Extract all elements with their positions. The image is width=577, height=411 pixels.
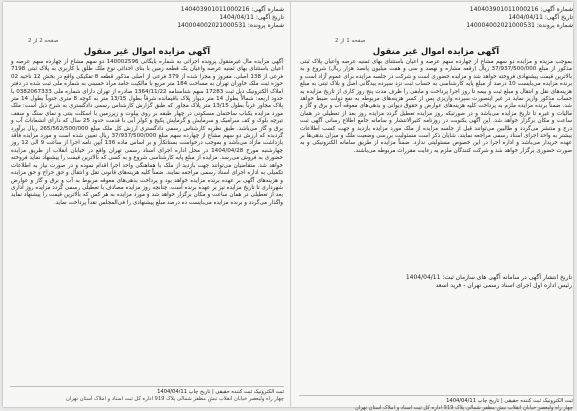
- notice-date: تاریخ آگهی: 1404/04/11: [508, 14, 573, 21]
- notice-title: آگهی مزایده اموال غیر منقول: [83, 47, 211, 57]
- notice-body: بموجب مزیده و مزایده دو سهم مشاع از چهارده سهم عرصه و اعیان باستثنای بهای ثمنیه عرصه واعیان پلاک ثبتی مذکور از مبلغ 37/937/500/000 ریال (رقعه مشاره و نهصد و سی و هفت میلیون پانصد هزار ریال) شروع و به بالاترین قیمت پیشنهادی فروخته خواهد شد و مزایده حضوری است و شرکت در جلسه مزایده برای عموم آزاد است و برنده مزایده می‌بایست 10 درصد از مبلغ پایه کارشناسی به حساب ثبت نزد سپرده بیدگانی اصل و بلاک ثبتی به مبلغ هزینه‌های نقل و انتقال و مبلغ ثبت و بیمه تا روز اجرا پرداخت و مابقی را ظرف مدت پنج روز کاری از تاریخ مزایده به حساب مذکور واریز نماید در غیر اینصورت سپرده واریزی پس از کسر هزینه‌های مربوطه به نفع دولت ضبط خواهد شد. ضمناً برنده مزایده ملزم به پرداخت کلیه هزینه‌های عوارض و حقوق دیوانی و بدهی‌های معوقه آب و برق و گاز و مالیات و غیره تا تاریخ مزایده می‌باشد و در صورتیکه روز مزایده تعطیل گردد مزایده روز بعد از تعطیلی در همان ساعت و مکان برگزار خواهد شد. این آگهی یکنوبت در روزنامه کثیرالانتشار و سامانه جامع اطلاع رسانی آگهی ثبت درج و منتشر می‌گردد و طالبین می‌توانند قبل از جلسه مزایده از ملک مورد مزایده بازدید و جهت کسب اطلاعات بیشتر به واحد اجرای اسناد رسمی مراجعه نمایند. شایان ذکر است مسئولیت بررسی وضعیت ملک و میزان بدهی‌ها بر عهده خریدار می‌باشد و اداره اجرا در این خصوص مسئولیتی ندارد. ضمناً مزایده از طریق سامانه الکترونیکی و به صورت حضوری برگزار خواهد شد و شرکت کنندگان ملزم به رعایت مقررات مربوطه می‌باشند.: [300, 59, 573, 154]
- page-footer: [299, 395, 573, 411]
- signature-block: [300, 274, 572, 290]
- page-two: [6, 2, 288, 407]
- notice-date: تاریخ آگهی: 1404/04/11: [219, 14, 284, 21]
- publish-date-line: تاریخ انتشار آگهی در سامانه آگهی های سازمان ثبت: 1404/04/11: [405, 274, 572, 281]
- notice-number: شماره آگهی: 140403901011000216: [469, 6, 573, 13]
- footer-print-info: ثبت الکترونیک ثبت کننده حقیقی | تاریخ چاپ 1404/04/11: [157, 389, 284, 395]
- page-gutter: [290, 2, 291, 407]
- notice-header: [174, 6, 284, 38]
- file-number: شماره پرونده: 140004002021000531: [466, 22, 573, 29]
- footer-address: چهار راه ولیعصر خیابان انقلاب نبش مظفر شمالی پلاک 919 اداره کل ثبت اسناد و املاک استان تهران: [66, 395, 284, 402]
- notice-title: آگهی مزایده اموال غیر منقول: [372, 47, 500, 57]
- file-number: شماره پرونده: 140004002021000531: [177, 22, 284, 29]
- page-footer: [10, 386, 284, 402]
- notice-number: شماره آگهی: 140403901011000216: [180, 6, 284, 13]
- footer-print-info: ثبت الکترونیک ثبت کننده حقیقی | تاریخ چاپ 1404/04/11: [446, 398, 573, 404]
- page-number: صفحه 2 از 2: [28, 38, 59, 44]
- document-spread: [3, 2, 573, 411]
- footer-address: چهار راه ولیعصر خیابان انقلاب نبش مظفر شمالی پلاک 919 اداره کل ثبت اسناد و املاک استان تهران: [355, 404, 573, 411]
- page-one: [295, 2, 577, 411]
- notice-header: [463, 6, 573, 38]
- page-number: صفحه 1 از 2: [335, 38, 366, 44]
- signatory-office: رئیس اداره اول اجرای اسناد رسمی تهران - فرید اسعد: [435, 282, 572, 289]
- notice-body: آگهی مزایده مال غیرمنقول پرونده اجرائی به شماره بایگانی 140002596 دو سهم مشاع از چهارده سهم عرصه و اعیان باستثنای بهای ثمنیه عرصه واعیان یک قطعه زمین با بنای احداثی نوع ملک طلق با کاربری به پلاک ثبتی 7198 فرعی از 138 اصلی، مفروز و مجزا شده از 379 فرعی از اصلی مذکور قطعه 8 تفکیکی واقع در بخش 12 ناحیه 02 حوزه ثبت ملک خاوران تهران به مساحت 184 متر مربع با مالکیت حامد مراد حسینی به شماره ملی ثبت شده در دفتر املاک الکترونیک ذیل ثبت 17283 سهم شناسنامه 1364/11/22 صادره از تهران دارای شماره ملی 0382067333 با حدود اربعه: شمالاً بطول 14 متر دیوار پلاک باقیمانده شرقاً بطول 13/15 متر به کوچه 8 متری جنوباً بطول 14 متر پلاک مجاور غرباً بطول 13/15 متر پلاک مجاور که طبق گزارش کارشناس رسمی دادگستری به شرح ذیل است: ملک مورد مزایده یکباب ساختمان مسکونی در چهار طبقه بر روی پیلوت و زیرزمین با اسکلت بتنی و نمای سنگ و سقف تیرچه بلوک و کف سرامیک و سرمایش و گرمایش پکیج و کولر آبی با قدمت حدود 25 سال که دارای انشعابات آب و برق و گاز می‌باشد. طبق نظریه کارشناس رسمی دادگستری ارزش کل ملک مبلغ 265/562/500/000 ریال برآورد گردیده که ارزش دو سهم مشاع از چهارده سهم مبلغ 37/937/500/000 ریال تعیین شده است و مورد مزایده فاقد بازداشت مازاد می‌باشد و بموجب درخواست بستانکار و بر اساس ماده 136 آیین نامه اجرا از ساعت 9 الی 12 روز چهارشنبه مورخ 1404/04/28 در محل اداره اجرای اسناد رسمی تهران واقع در خیابان انقلاب از طریق مزایده حضوری به فروش می‌رسد. مزایده از مبلغ پایه کارشناسی شروع و به کسی که بالاترین قیمت را پیشنهاد نماید فروخته خواهد شد. متقاضیان می‌توانند جهت بازدید از ملک با هماهنگی واحد اجرا اقدام نموده و در صورت نیاز به اطلاعات تکمیلی به اداره اجرای اسناد رسمی مراجعه نمایند. ضمناً کلیه هزینه‌های قانونی نقل و انتقال و حق حراج و حق مزایده و هزینه‌های آگهی بر عهده برنده مزایده خواهد بود و پرداخت بدهی‌های معوقه مربوط به آب و برق و گاز و عوارض شهرداری تا تاریخ مزایده نیز بر عهده برنده است. چنانچه روز مزایده مصادف با تعطیلی رسمی گردد مزایده روز اداری بعد از تعطیلی در همان ساعت و مکان برگزار خواهد شد و مورد مزایده به هر کس که بالاترین قیمت را پیشنهاد نماید واگذار می‌گردد و برنده مزایده می‌بایست ده درصد مبلغ پیشنهادی را فی‌المجلس نقداً پرداخت نماید.: [11, 59, 283, 206]
